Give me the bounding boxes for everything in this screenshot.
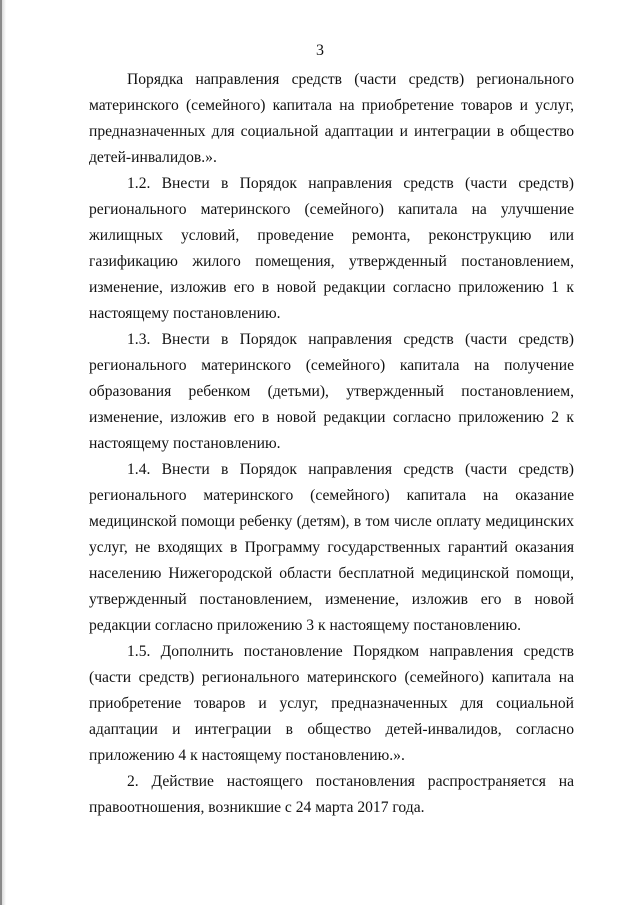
document-body bbox=[89, 67, 574, 821]
scan-edge-shadow bbox=[2, 0, 6, 905]
paragraph-1-4: 1.4. Внести в Порядок направления средств (части средств) регионального материнского (семейного) капитала на оказание медицинской помощи ребенку (детям), в том числе оплату медицинских услуг, не входящих в Программу государственных гарантий оказания населению Нижегородской области бесплатной медицинской помощи, утвержденный постановлением, изменение, изложив его в новой редакции согласно приложению 3 к настоящему постановлению. bbox=[89, 461, 574, 634]
paragraph-1-3: 1.3. Внести в Порядок направления средств (части средств) регионального материнского (семейного) капитала на получение образования ребенком (детьми), утвержденный постановлением, изменение, изложив его в новой редакции согласно приложению 2 к настоящему постановлению. bbox=[89, 331, 574, 452]
paragraph-1-5: 1.5. Дополнить постановление Порядком направления средств (части средств) регионального материнского (семейного) капитала на приобретение товаров и услуг, предназначенных для социальной адаптации и интеграции в общество детей-инвалидов, согласно приложению 4 к настоящему постановлению.». bbox=[89, 643, 574, 764]
page-number: 3 bbox=[316, 42, 324, 59]
paragraph-1-2: 1.2. Внести в Порядок направления средств (части средств) регионального материнского (семейного) капитала на улучшение жилищных условий, проведение ремонта, реконструкцию или газификацию жилого помещения, утвержденный постановлением, изменение, изложив его в новой редакции согласно приложению 1 к настоящему постановлению. bbox=[89, 175, 574, 322]
paragraph-continuation: Порядка направления средств (части средств) регионального материнского (семейного) капитала на приобретение товаров и услуг, предназначенных для социальной адаптации и интеграции в общество детей-инвалидов.». bbox=[89, 71, 574, 166]
paragraph-2: 2. Действие настоящего постановления распространяется на правоотношения, возникшие с 24 марта 2017 года. bbox=[89, 773, 574, 816]
